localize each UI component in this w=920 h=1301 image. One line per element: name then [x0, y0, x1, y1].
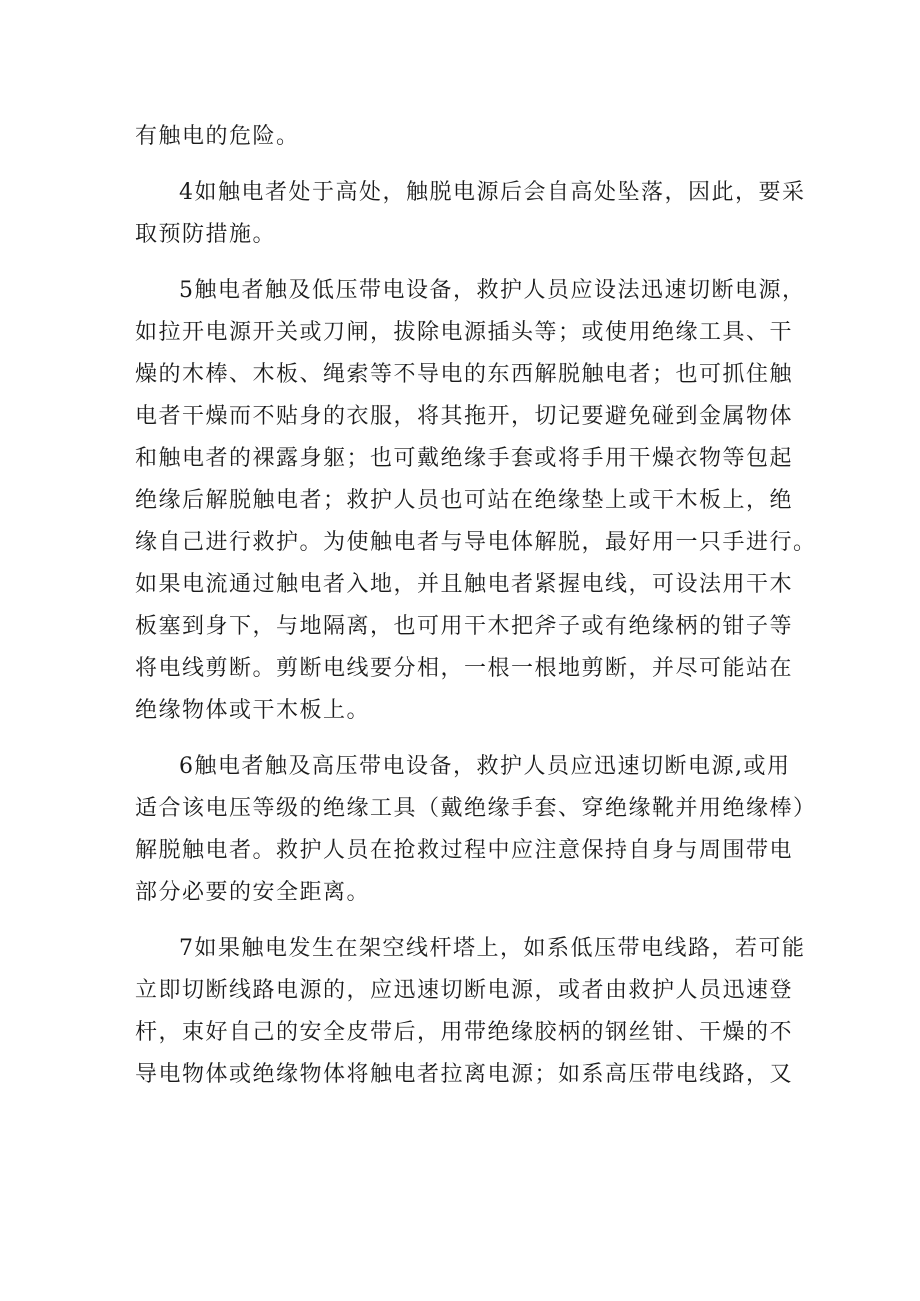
paragraph-line: 有触电的危险。: [135, 124, 300, 149]
paragraph-line: 绝缘后解脱触电者；救护人员也可站在绝缘垫上或干木板上，绝: [135, 488, 794, 513]
paragraph-line: 4如触电者处于高处，触脱电源后会自高处坠落，因此，要采: [179, 180, 806, 205]
paragraph-line: 导电物体或绝缘物体将触电者拉离电源；如系高压带电线路，又: [135, 1062, 794, 1087]
document-body: [135, 116, 817, 1096]
paragraph-line: 如果电流通过触电者入地，并且触电者紧握电线，可设法用干木: [135, 572, 794, 597]
paragraph-line: 杆，束好自己的安全皮带后，用带绝缘胶柄的钢丝钳、干燥的不: [135, 1020, 794, 1045]
paragraph-gap: [135, 914, 795, 928]
paragraph-line: 板塞到身下，与地隔离，也可用干木把斧子或有绝缘柄的钳子等: [135, 614, 794, 639]
paragraph-gap: [135, 256, 795, 270]
paragraph-line: 绝缘物体或干木板上。: [135, 698, 371, 723]
paragraph-line: 取预防措施。: [135, 222, 277, 247]
paragraph-line: 部分必要的安全距离。: [135, 880, 371, 905]
paragraph-line: 立即切断线路电源的，应迅速切断电源，或者由救护人员迅速登: [135, 978, 794, 1003]
paragraph-line: 电者干燥而不贴身的衣服，将其拖开，切记要避免碰到金属物体: [135, 404, 794, 429]
paragraph-line: 7如果触电发生在架空线杆塔上，如系低压带电线路，若可能: [179, 936, 806, 961]
paragraph-line: 解脱触电者。救护人员在抢救过程中应注意保持自身与周围带电: [135, 838, 794, 863]
paragraph-line: 燥的木棒、木板、绳索等不导电的东西解脱触电者；也可抓住触: [135, 362, 794, 387]
paragraph-line: 和触电者的裸露身躯；也可戴绝缘手套或将手用干燥衣物等包起: [135, 446, 794, 471]
paragraph-line: 缘自己进行救护。为使触电者与导电体解脱，最好用一只手进行。: [135, 530, 817, 555]
paragraph-gap: [135, 732, 795, 746]
paragraph-line: 5触电者触及低压带电设备，救护人员应设法迅速切断电源，: [179, 278, 806, 303]
paragraph-line: 6触电者触及高压带电设备，救护人员应迅速切断电源,或用: [179, 754, 791, 779]
paragraph-gap: [135, 158, 795, 172]
paragraph-line: 如拉开电源开关或刀闸，拔除电源插头等；或使用绝缘工具、干: [135, 320, 794, 345]
paragraph-line: 适合该电压等级的绝缘工具（戴绝缘手套、穿绝缘靴并用绝缘棒）: [135, 796, 817, 821]
paragraph-line: 将电线剪断。剪断电线要分相，一根一根地剪断，并尽可能站在: [135, 656, 794, 681]
